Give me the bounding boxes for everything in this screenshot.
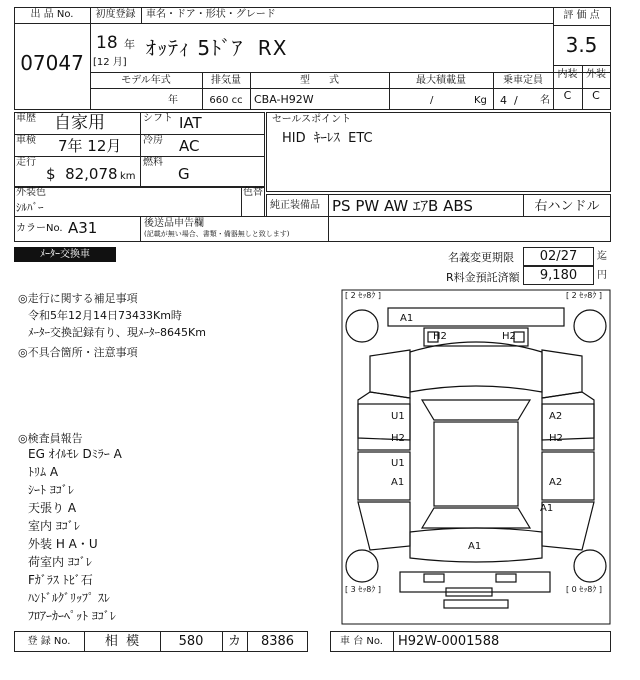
- damage-mark: A2: [549, 411, 563, 422]
- reg-kana: カ: [227, 634, 241, 649]
- score-label: 評 価 点: [563, 10, 600, 21]
- right-rear-door-outline: [542, 452, 594, 500]
- max-load-label: 最大積載量: [416, 75, 466, 86]
- type-label: 型 式: [299, 75, 340, 86]
- wheel-front-right: [574, 310, 606, 342]
- inspector-line: ｼｰﾄ ﾖｺﾞﾚ: [28, 483, 74, 497]
- damage-mark: A1: [391, 477, 405, 488]
- retrofit-note: (記載が無い場合、書類・備器無しと致します): [144, 230, 290, 238]
- wheel-front-left: [346, 310, 378, 342]
- equipment-label: 純正装備品: [270, 200, 320, 211]
- windshield-outline: [410, 342, 542, 392]
- inspection-label: 車検: [16, 135, 36, 146]
- interior-grade: C: [563, 89, 572, 102]
- car-damage-diagram: [340, 288, 612, 628]
- damage-mark: A1: [400, 313, 414, 324]
- color-change-label: 色替: [243, 187, 263, 198]
- driving-heading: ◎走行に関する補足事項: [18, 292, 138, 305]
- shift-value: IAT: [179, 114, 202, 132]
- retrofit-label: 後送品申告欄: [144, 218, 204, 229]
- meter-exchange-badge: ﾒｰﾀｰ交換車: [14, 247, 116, 262]
- shift-label: シフト: [143, 113, 173, 124]
- inspector-line: EG ｵｲﾙﾓﾚ Dﾐﾗｰ A: [28, 447, 122, 461]
- max-load-unit: Kg: [474, 95, 487, 106]
- history-value: 自家用: [54, 113, 105, 133]
- inspector-line: 荷室内 ﾖｺﾞﾚ: [28, 555, 92, 569]
- score-value: 3.5: [565, 33, 598, 57]
- corner-label-front-left: [ 2 ｾｯ8ｸ ]: [345, 291, 382, 300]
- left-fender-outline: [370, 350, 410, 398]
- sales-point-label: セールスポイント: [272, 114, 352, 125]
- capacity-value: 4 /: [500, 94, 518, 107]
- right-fender-outline: [542, 350, 582, 398]
- ext-color-value: ｼﾙﾊﾞｰ: [16, 201, 44, 214]
- max-load-value: /: [430, 95, 434, 106]
- driving-line: ﾒｰﾀｰ交換記録有り、現ﾒｰﾀｰ8645Km: [28, 326, 206, 339]
- car-name: ｵｯﾃｨ 5ﾄﾞｱ RX: [146, 36, 288, 60]
- damage-mark: A2: [549, 477, 563, 488]
- history-label: 車歴: [16, 113, 36, 124]
- damage-mark: H2: [502, 331, 516, 342]
- corner-label-front-right: [ 2 ｾｯ8ｸ ]: [566, 291, 603, 300]
- reg-label: 登 録 No.: [27, 636, 71, 647]
- inspector-line: ﾌﾛｱｰｶｰﾍﾟｯﾄ ﾖｺﾞﾚ: [28, 609, 116, 623]
- recycle-value: 9,180: [523, 266, 594, 285]
- damage-mark: U1: [391, 411, 405, 422]
- capacity-unit: 名: [540, 95, 550, 106]
- rear-glass-outline: [422, 508, 530, 528]
- mileage-value: $ 82,078: [46, 165, 118, 183]
- car-name-label: 車名・ドア・形状・グレード: [146, 9, 276, 20]
- name-change-unit: 迄: [597, 251, 607, 262]
- chassis-number: H92W-0001588: [398, 634, 500, 649]
- mileage-unit: km: [120, 171, 136, 182]
- inspector-line: Fｶﾞﾗｽ ﾄﾋﾞ石: [28, 573, 93, 587]
- reg-number: 8386: [260, 634, 295, 649]
- reg-class: 580: [178, 634, 204, 649]
- ext-color-label: 外装色: [16, 187, 46, 198]
- front-bumper-outline: [388, 308, 564, 326]
- sales-point-value: HID ｷｰﾚｽ ETC: [282, 131, 373, 146]
- mileage-label: 走行: [16, 157, 36, 168]
- color-no-value: A31: [68, 219, 98, 237]
- first-reg-year-unit: 年: [124, 38, 135, 51]
- first-reg-month: [12 月]: [93, 57, 127, 68]
- inspection-value: 7年 12月: [58, 137, 122, 155]
- damage-mark: H2: [433, 331, 447, 342]
- first-reg-year: 18: [96, 33, 118, 53]
- model-year-label: モデル年式: [121, 75, 171, 86]
- driving-line: 令和5年12月14日73433Km時: [28, 309, 182, 322]
- chassis-label: 車 台 No.: [340, 636, 383, 647]
- recycle-unit: 円: [597, 270, 607, 281]
- ac-label: 冷房: [143, 135, 163, 146]
- steering-value: 右ハンドル: [534, 199, 600, 214]
- interior-label: 内装: [557, 69, 578, 80]
- wheel-rear-left: [346, 550, 378, 582]
- damage-mark: U1: [391, 458, 405, 469]
- name-change-value: 02/27: [523, 247, 594, 266]
- color-no-label: カラーNo.: [16, 223, 63, 234]
- inspector-line: 室内 ﾖｺﾞﾚ: [28, 519, 80, 533]
- inspector-heading: ◎検査員報告: [18, 432, 83, 445]
- fuel-label: 燃料: [143, 157, 163, 168]
- lot-number: 07047: [20, 51, 84, 75]
- fuel-value: G: [178, 165, 190, 183]
- inspector-line: 外装 H A・U: [28, 537, 98, 551]
- first-reg-label: 初度登録: [95, 9, 136, 20]
- reg-area: 相 模: [104, 634, 140, 649]
- damage-mark: A1: [468, 541, 482, 552]
- type-value: CBA-H92W: [254, 93, 314, 106]
- damage-mark: H2: [391, 433, 405, 444]
- inspector-line: ﾊﾝﾄﾞﾙｸﾞﾘｯﾌﾟ ｽﾚ: [28, 591, 110, 605]
- ac-value: AC: [179, 137, 200, 155]
- inspector-line: ﾄﾘﾑ A: [28, 465, 59, 479]
- damage-mark: H2: [549, 433, 563, 444]
- color-box: [14, 186, 265, 217]
- lot-label: 出 品 No.: [30, 9, 74, 20]
- corner-label-rear-right: [ 0 ｾｯ8ｸ ]: [566, 585, 603, 594]
- wheel-rear-right: [574, 550, 606, 582]
- model-year-unit: 年: [168, 95, 178, 106]
- roof-outline: [434, 422, 518, 506]
- inspector-line: 天張り A: [28, 501, 77, 515]
- displacement-label: 排気量: [211, 75, 241, 86]
- defect-heading: ◎不具合箇所・注意事項: [18, 346, 138, 359]
- exterior-label: 外装: [586, 69, 606, 80]
- recycle-label: R料金預託済額: [446, 271, 520, 284]
- damage-mark: A1: [540, 503, 554, 514]
- corner-label-rear-left: [ 3 ｾｯ8ｸ ]: [345, 585, 382, 594]
- rear-bumper-outline: [400, 572, 550, 592]
- name-change-label: 名義変更期限: [448, 251, 514, 264]
- displacement-value: 660 cc: [209, 95, 243, 106]
- exterior-grade: C: [592, 89, 600, 102]
- capacity-label: 乗車定員: [503, 75, 543, 86]
- retrofit-box: [14, 216, 611, 242]
- equipment-value: PS PW AW ｴｱB ABS: [332, 197, 473, 215]
